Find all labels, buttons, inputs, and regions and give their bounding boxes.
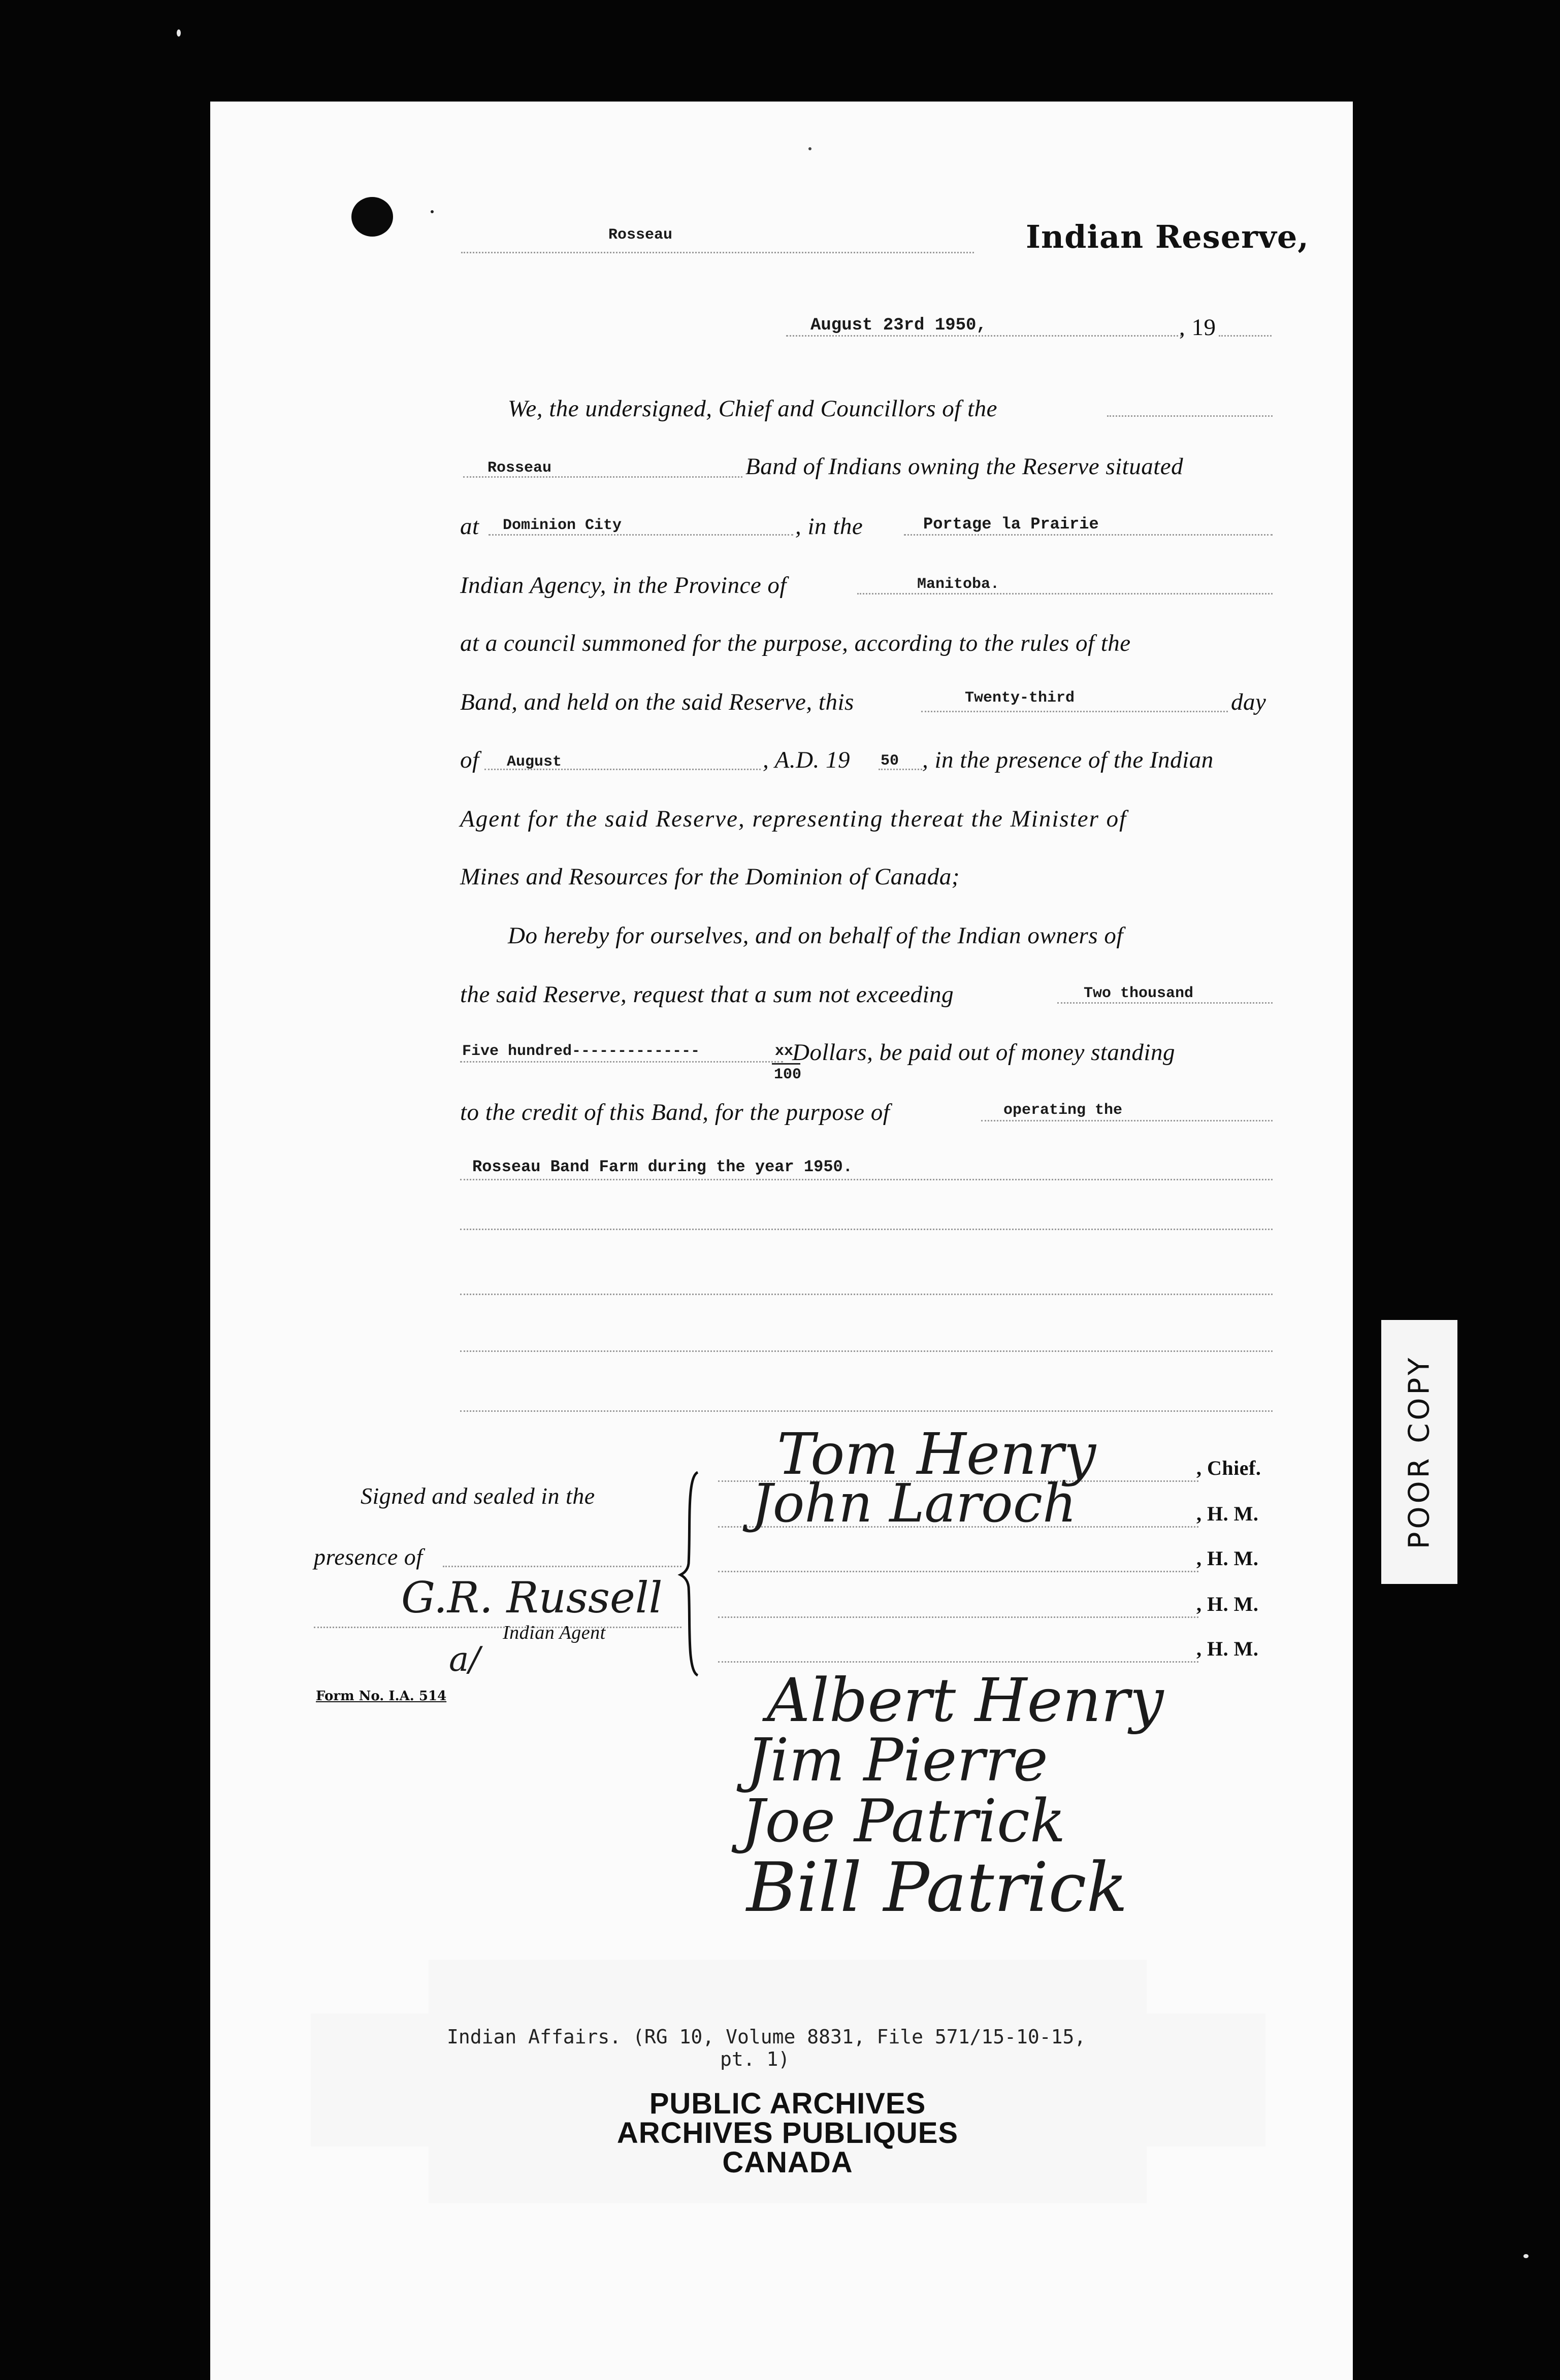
dotted-line	[1057, 1002, 1273, 1004]
presence-line: , in the presence of the Indian	[922, 747, 1214, 773]
mines-line: Mines and Resources for the Dominion of Canada;	[460, 864, 960, 890]
poor-copy-text: POOR COPY	[1403, 1354, 1436, 1549]
month-typed: August	[507, 753, 562, 771]
dotted-line	[718, 1616, 1198, 1618]
witness-signature: G.R. Russell	[401, 1573, 663, 1623]
held-line: Band, and held on the said Reserve, this	[460, 689, 854, 715]
band-line: Band of Indians owning the Reserve situated	[745, 453, 1184, 480]
province: Manitoba.	[917, 576, 1000, 593]
form-number: Form No. I.A. 514	[316, 1689, 447, 1704]
agent-line: Agent for the said Reserve, representing thereat the Minister of	[460, 806, 1127, 832]
cents-denominator: 100	[774, 1066, 802, 1083]
agency-line: Indian Agency, in the Province of	[460, 572, 787, 599]
role-hm: , H. M.	[1196, 1593, 1259, 1615]
day-typed: Twenty-third	[965, 689, 1075, 707]
agency: Portage la Prairie	[923, 515, 1099, 534]
at-label: at	[460, 513, 479, 540]
dust-speck	[1523, 2254, 1529, 2258]
purpose-line2: Rosseau Band Farm during the year 1950.	[472, 1158, 853, 1176]
archive-reference-line2: pt. 1)	[720, 2048, 790, 2070]
role-hm: , H. M.	[1196, 1637, 1259, 1660]
role-hm: , H. M.	[1196, 1547, 1259, 1570]
dotted-line	[921, 711, 1228, 712]
ink-dot	[431, 210, 434, 213]
reserve-name: Rosseau	[608, 226, 673, 244]
extra-signature-4: Bill Patrick	[746, 1848, 1128, 1927]
indian-agent-label: Indian Agent	[503, 1622, 606, 1643]
dotted-line	[460, 1294, 1273, 1295]
extra-signature-2: Jim Pierre	[746, 1726, 1048, 1795]
signature-bracket	[677, 1467, 703, 1680]
dotted-line	[460, 1410, 1273, 1412]
dotted-line	[460, 1350, 1273, 1352]
intro-line: We, the undersigned, Chief and Councillors of the	[508, 395, 997, 422]
dotted-line	[489, 534, 793, 536]
dotted-line	[904, 534, 1273, 536]
dotted-line	[857, 593, 1273, 594]
dotted-line	[1219, 335, 1272, 337]
dotted-line	[460, 1179, 1273, 1180]
dotted-line	[718, 1661, 1198, 1663]
credit-line: to the credit of this Band, for the purpose of	[460, 1099, 890, 1126]
reserve-title: Indian Reserve,	[1026, 218, 1309, 255]
cents-numerator: xx	[775, 1043, 794, 1060]
dust-speck	[177, 29, 181, 37]
request-line: the said Reserve, request that a sum not exceeding	[460, 981, 954, 1008]
dotted-line	[461, 252, 974, 253]
archives-english: PUBLIC ARCHIVES	[649, 2087, 926, 2120]
amount-line1: Two thousand	[1084, 985, 1194, 1002]
dotted-line	[460, 1061, 783, 1063]
ad-label: , A.D. 19	[763, 747, 851, 773]
date-year-suffix: , 19	[1179, 314, 1216, 341]
dotted-line	[443, 1566, 681, 1567]
hm1-signature: John Laroch	[752, 1472, 1077, 1534]
role-chief: , Chief.	[1196, 1457, 1261, 1479]
presence-of-label: presence of	[314, 1544, 423, 1570]
dotted-line	[786, 335, 1182, 337]
extra-signature-3: Joe Patrick	[741, 1787, 1066, 1856]
request-intro: Do hereby for ourselves, and on behalf of the Indian owners of	[508, 922, 1123, 949]
chief-signature: Tom Henry	[777, 1422, 1096, 1487]
signed-sealed-label: Signed and sealed in the	[361, 1483, 595, 1509]
archives-country: CANADA	[722, 2146, 853, 2179]
of-label: of	[460, 747, 479, 773]
archive-reference-line1: Indian Affairs. (RG 10, Volume 8831, File 571/15-10-15,	[447, 2026, 1086, 2048]
council-line: at a council summoned for the purpose, according to the rules of the	[460, 630, 1131, 656]
in-the-label: , in the	[795, 513, 863, 540]
dollars-line: Dollars, be paid out of money standing	[792, 1039, 1175, 1066]
dotted-line	[981, 1120, 1273, 1121]
role-hm: , H. M.	[1196, 1502, 1259, 1525]
dotted-line	[718, 1571, 1198, 1572]
dotted-line	[460, 1229, 1273, 1230]
dotted-line	[314, 1627, 681, 1628]
amount-line2: Five hundred--------------	[462, 1043, 700, 1060]
archive-label-right	[1166, 2013, 1265, 2146]
extra-signature-1: Albert Henry	[767, 1665, 1164, 1735]
purpose-line1: operating the	[1003, 1102, 1123, 1119]
ink-dot	[808, 147, 811, 150]
archives-french: ARCHIVES PUBLIQUES	[616, 2117, 959, 2150]
poor-copy-stamp	[1381, 1320, 1457, 1584]
dotted-line	[1107, 415, 1273, 417]
location: Dominion City	[503, 517, 622, 534]
witness-prefix: a/	[449, 1640, 480, 1679]
year-typed: 50	[881, 752, 899, 770]
band-name: Rosseau	[488, 459, 552, 477]
day-label: day	[1231, 689, 1266, 715]
punch-hole	[351, 197, 393, 237]
date-typed: August 23rd 1950,	[810, 316, 987, 335]
